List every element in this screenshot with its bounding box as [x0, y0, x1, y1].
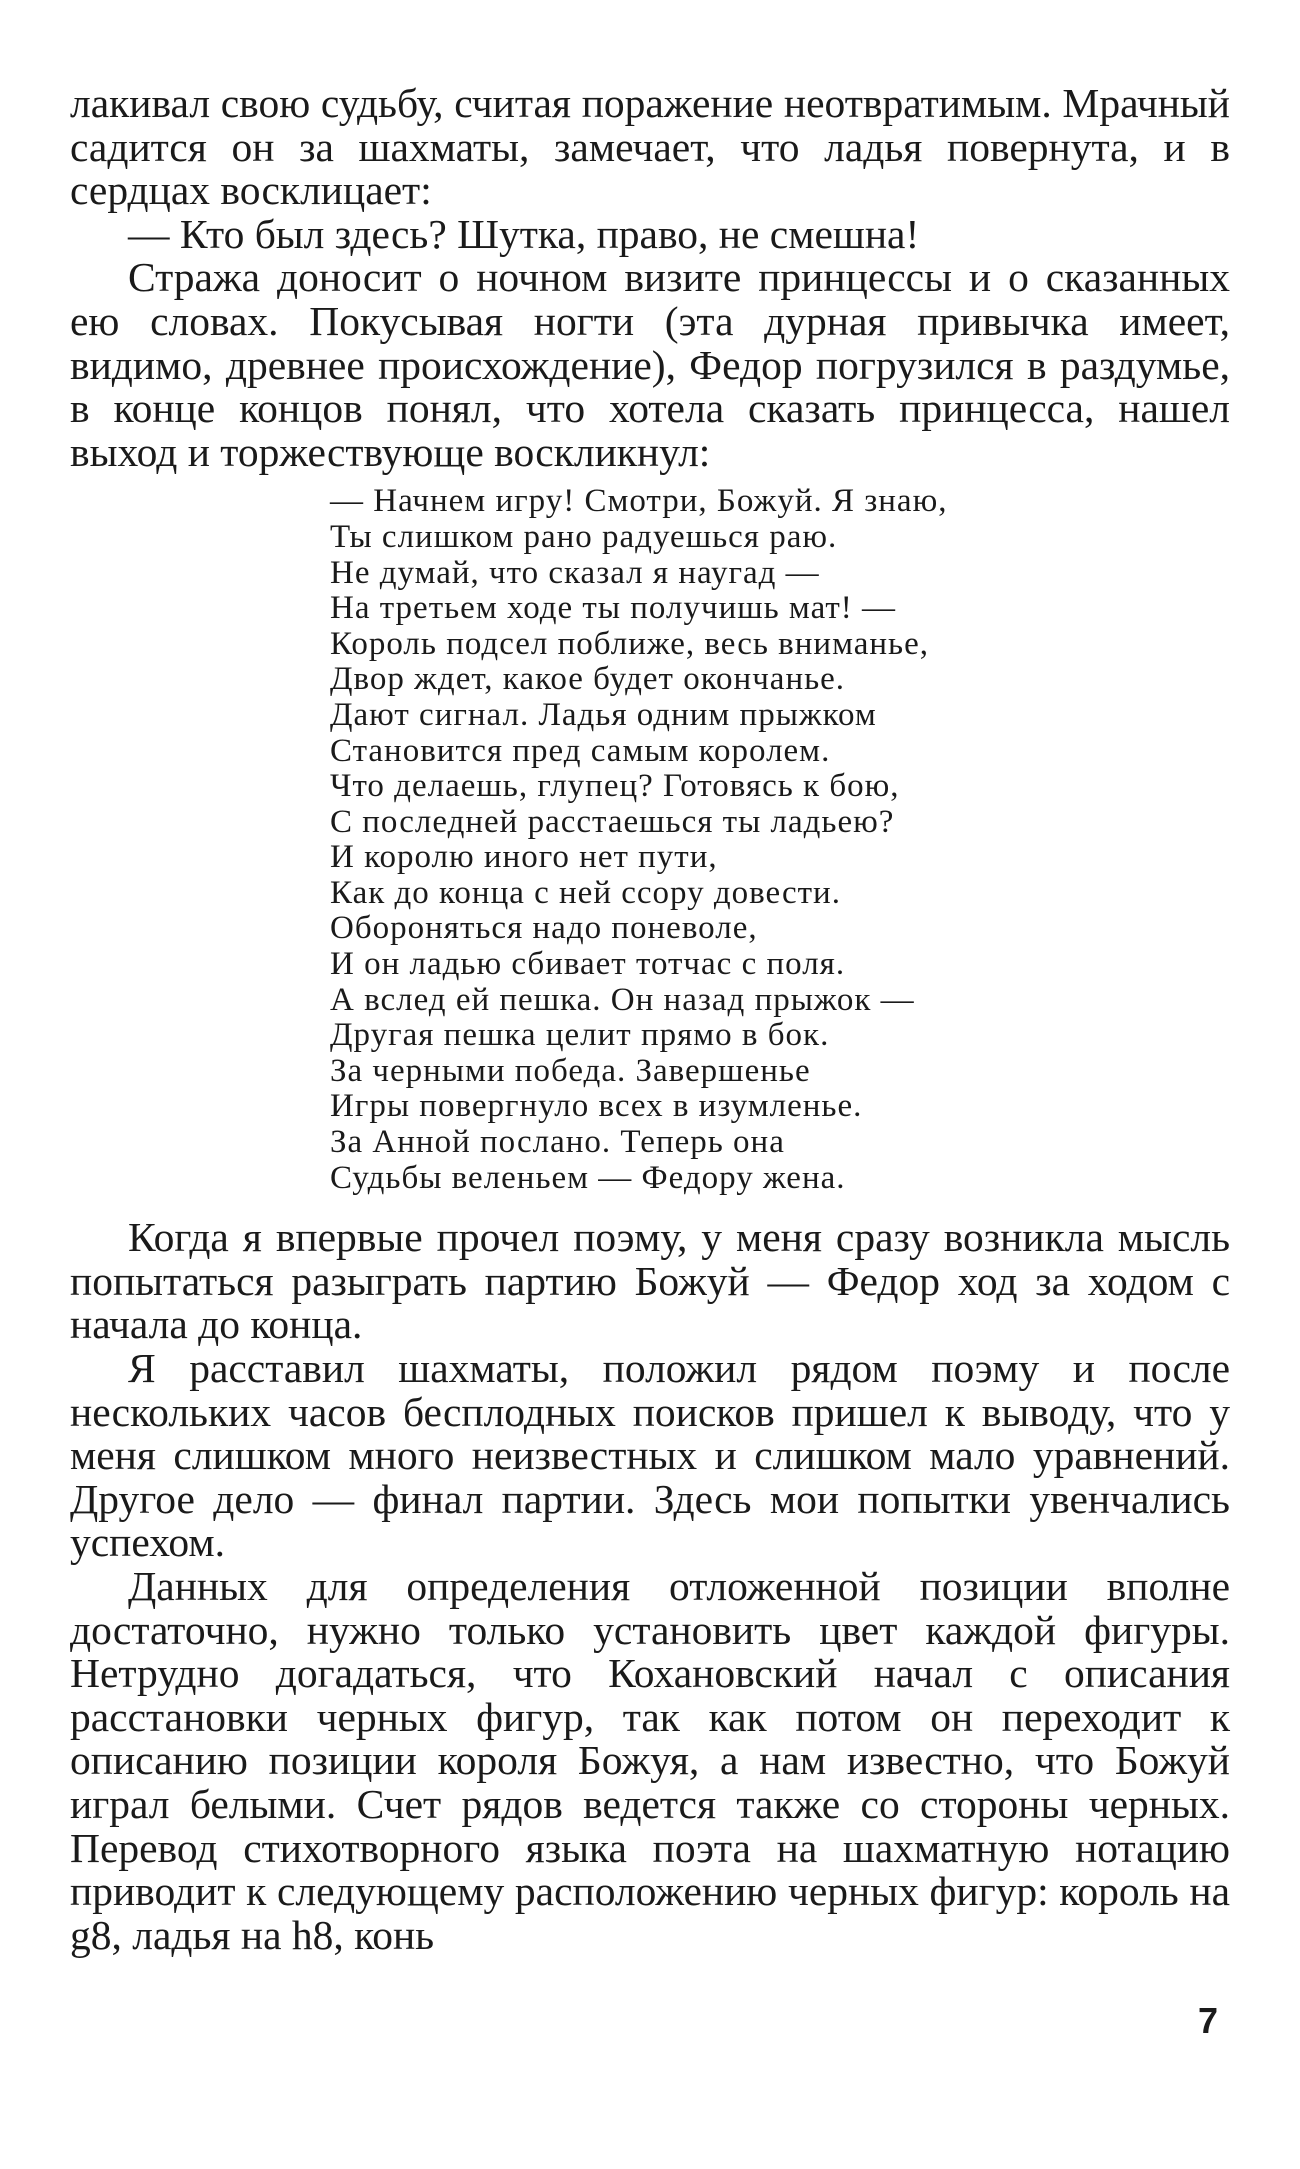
- poem-line: А вслед ей пешка. Он назад прыжок —: [330, 981, 915, 1018]
- poem-line: Дают сигнал. Ладья одним прыжком: [330, 696, 877, 733]
- poem-line: Другая пешка целит прямо в бок.: [330, 1017, 830, 1054]
- prose-after-poem: [70, 1216, 1230, 1957]
- paragraph-analysis: Я расставил шахматы, положил рядом поэму и после нескольких часов бесплодных поисков пришел к выводу, что у меня слишком много неизвестных и слишком мало уравнений. Другое дело — финал партии. Здесь мои попытки увенчались успехом.: [70, 1345, 1230, 1566]
- poem-line: Двор ждет, какое будет окончанье.: [330, 661, 846, 698]
- poem-line: — Начнем игру! Смотри, Божуй. Я знаю,: [330, 483, 948, 520]
- poem-line: И он ладью сбивает тотчас с поля.: [330, 946, 846, 983]
- poem-block: [330, 484, 1230, 1196]
- poem-line: Становится пред самым королем.: [330, 732, 831, 769]
- prose-before-poem: [70, 82, 1230, 474]
- poem-line: Как до конца с ней ссору довести.: [330, 874, 841, 911]
- page-number: 7: [1198, 2000, 1219, 2041]
- poem-line: И королю иного нет пути,: [330, 839, 718, 876]
- paragraph-exclamation: — Кто был здесь? Шутка, право, не смешна!: [128, 210, 920, 257]
- paragraph-guard-report: Стража доносит о ночном визите принцессы и о сказанных ею словах. Покусывая ногти (эта дурная привычка имеет, видимо, древнее происхождение), Федор погрузился в раздумье, в конце концов понял, что хотела сказать принцесса, нашел выход и торжествующе воскликнул:: [70, 254, 1230, 475]
- poem-line: Обороняться надо поневоле,: [330, 910, 758, 947]
- book-page: [70, 82, 1230, 1957]
- poem-line: За черными победа. Завершенье: [330, 1052, 811, 1089]
- poem-line: На третьем ходе ты получишь мат! —: [330, 590, 897, 627]
- poem-line: Что делаешь, глупец? Готовясь к бою,: [330, 768, 900, 805]
- poem-line: Игры повергнуло всех в изумленье.: [330, 1088, 863, 1125]
- poem-line: С последней расстаешься ты ладьею?: [330, 803, 895, 840]
- poem-line: Не думай, что сказал я наугад —: [330, 554, 820, 591]
- paragraph-continued: лакивал свою судьбу, считая поражение неотвратимым. Мрачный садится он за шахматы, замечает, что ладья повернута, и в сердцах восклицает:: [70, 80, 1230, 214]
- paragraph-position: Данных для определения отложенной позиции вполне достаточно, нужно только установить цвет каждой фигуры. Нетрудно догадаться, что Кохановский начал с описания расстановки черных фигур, так как потом он переходит к описанию позиции короля Божуя, а нам известно, что Божуй играл белыми. Счет рядов ведется также со стороны черных. Перевод стихотворного языка поэта на шахматную нотацию приводит к следующему расположению черных фигур: король на g8, ладья на h8, конь: [70, 1562, 1230, 1958]
- poem-line: За Анной послано. Теперь она: [330, 1124, 785, 1161]
- poem-line: Судьбы веленьем — Федору жена.: [330, 1159, 846, 1196]
- poem-line: Ты слишком рано радуешься раю.: [330, 518, 838, 555]
- poem-line: Король подсел поближе, весь вниманье,: [330, 625, 929, 662]
- paragraph-first-reading: Когда я впервые прочел поэму, у меня сразу возникла мысль попытаться разыграть партию Божуй — Федор ход за ходом с начала до конца.: [70, 1214, 1230, 1348]
